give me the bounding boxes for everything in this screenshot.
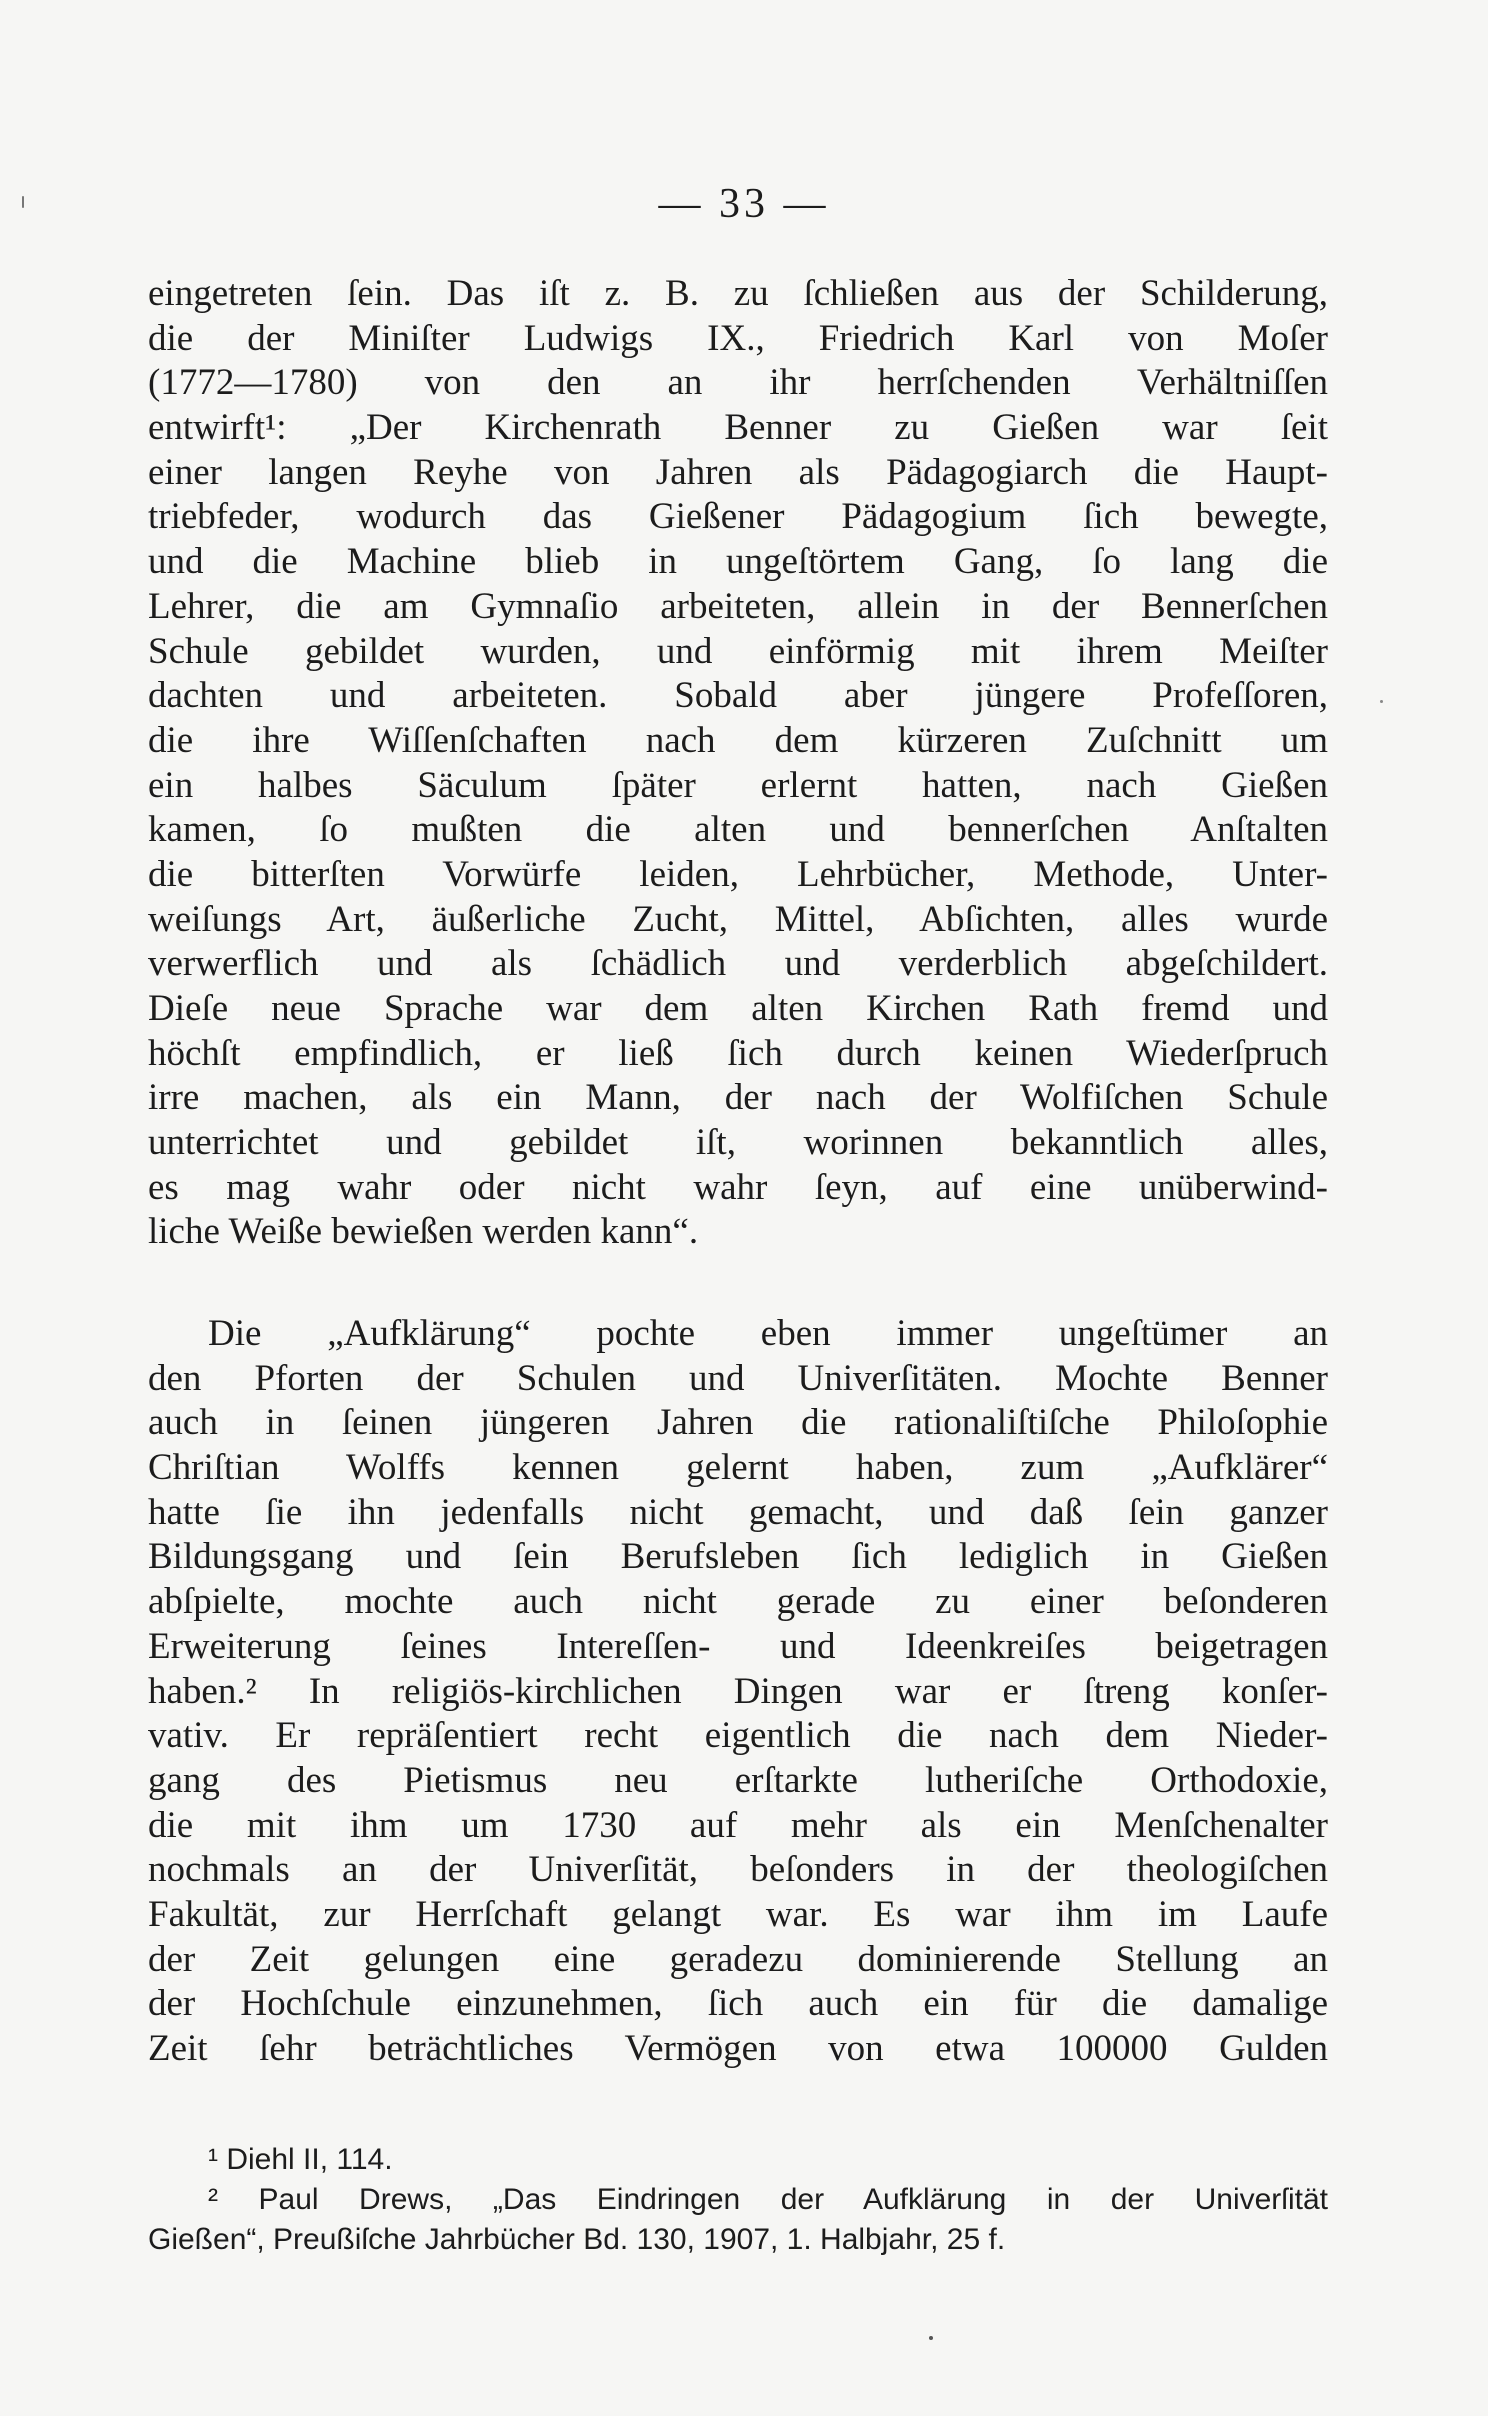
text-line: kamen, ſo mußten die alten und bennerſchen Anſtalten xyxy=(148,809,1328,851)
text-line: hatte ſie ihn jedenfalls nicht gemacht, und daß ſein ganzer xyxy=(148,1491,1328,1533)
text-line: die mit ihm um 1730 auf mehr als ein Menſchenalter xyxy=(148,1804,1328,1846)
text-line: Die „Aufklärung“ pochte eben immer ungeſtümer an xyxy=(208,1313,1328,1354)
text-line: es mag wahr oder nicht wahr ſeyn, auf eine unüberwind- xyxy=(148,1166,1328,1208)
paragraph-2 xyxy=(148,1312,1328,2072)
text-line: den Pforten der Schulen und Univerſitäten. Mochte Benner xyxy=(148,1357,1328,1399)
text-line: auch in ſeinen jüngeren Jahren die rationaliſtiſche Philoſophie xyxy=(148,1402,1328,1444)
text-line: triebfeder, wodurch das Gießener Pädagogium ſich bewegte, xyxy=(148,496,1328,538)
text-line: gang des Pietismus neu erſtarkte lutheriſche Orthodoxie, xyxy=(148,1759,1328,1801)
text-line: und die Machine blieb in ungeſtörtem Gang, ſo lang die xyxy=(148,541,1328,583)
paper-speck xyxy=(1380,700,1383,703)
text-line: die bitterſten Vorwürfe leiden, Lehrbücher, Methode, Unter- xyxy=(148,853,1328,895)
text-line: Zeit ſehr beträchtliches Vermögen von etwa 100000 Gulden xyxy=(148,2028,1328,2069)
text-line: entwirft¹: „Der Kirchenrath Benner zu Gießen war ſeit xyxy=(148,407,1328,449)
text-line: die ihre Wiſſenſchaften nach dem kürzeren Zuſchnitt um xyxy=(148,719,1328,761)
footnote-1: ¹ Diehl II, 114. xyxy=(208,2143,393,2176)
paper-speck xyxy=(929,2336,933,2340)
text-line: höchſt empfindlich, er ließ ſich durch keinen Wiederſpruch xyxy=(148,1032,1328,1074)
text-line: ein halbes Säculum ſpäter erlernt hatten, nach Gießen xyxy=(148,764,1328,806)
text-line: Dieſe neue Sprache war dem alten Kirchen Rath fremd und xyxy=(148,988,1328,1029)
text-line: liche Weiße bewießen werden kann“. xyxy=(148,1211,699,1253)
text-line: Schule gebildet wurden, und einförmig mit ihrem Meiſter xyxy=(148,630,1328,672)
text-line: Bildungsgang und ſein Berufsleben ſich lediglich in Gießen xyxy=(148,1536,1328,1578)
text-line: der Zeit gelungen eine geradezu dominierende Stellung an xyxy=(148,1938,1328,1980)
text-line: Fakultät, zur Herrſchaft gelangt war. Es war ihm im Laufe xyxy=(148,1893,1328,1935)
text-line: vativ. Er repräſentiert recht eigentlich die nach dem Nieder- xyxy=(148,1715,1328,1757)
footnotes xyxy=(148,2140,1328,2260)
page-number: — 33 — xyxy=(658,181,830,227)
text-line: der Hochſchule einzunehmen, ſich auch ein für die damalige xyxy=(148,1983,1328,2025)
text-line: Erweiterung ſeines Intereſſen- und Ideenkreiſes beigetragen xyxy=(148,1625,1328,1667)
text-line: abſpielte, mochte auch nicht gerade zu einer beſonderen xyxy=(148,1581,1328,1623)
text-line: Chriſtian Wolffs kennen gelernt haben, zum „Aufklärer“ xyxy=(148,1447,1328,1489)
text-line: irre machen, als ein Mann, der nach der Wolfiſchen Schule xyxy=(148,1077,1328,1119)
text-line: die der Miniſter Ludwigs IX., Friedrich Karl von Moſer xyxy=(148,317,1328,359)
paper-speck xyxy=(22,196,24,208)
footnote-2-continuation: Gießen“, Preußiſche Jahrbücher Bd. 130, 1907, 1. Halbjahr, 25 f. xyxy=(148,2223,1006,2256)
text-line: eingetreten ſein. Das iſt z. B. zu ſchließen aus der Schilderung, xyxy=(148,273,1328,314)
text-line: verwerflich und als ſchädlich und verderblich abgeſchildert. xyxy=(148,943,1328,985)
text-line: einer langen Reyhe von Jahren als Pädagogiarch die Haupt- xyxy=(148,451,1328,493)
footnote-2: ² Paul Drews, „Das Eindringen der Aufklärung in der Univerſität xyxy=(208,2183,1328,2216)
text-line: unterrichtet und gebildet iſt, worinnen bekanntlich alles, xyxy=(148,1122,1328,1164)
text-line: haben.² In religiös-kirchlichen Dingen war er ſtreng konſer- xyxy=(148,1670,1328,1712)
text-line: (1772—1780) von den an ihr herrſchenden Verhältniſſen xyxy=(148,362,1328,404)
text-line: dachten und arbeiteten. Sobald aber jüngere Profeſſoren, xyxy=(148,675,1328,717)
text-line: Lehrer, die am Gymnaſio arbeiteten, allein in der Bennerſchen xyxy=(148,585,1328,627)
paragraph-1 xyxy=(148,272,1328,1255)
text-line: weiſungs Art, äußerliche Zucht, Mittel, Abſichten, alles wurde xyxy=(148,898,1328,940)
text-line: nochmals an der Univerſität, beſonders in der theologiſchen xyxy=(148,1849,1328,1891)
